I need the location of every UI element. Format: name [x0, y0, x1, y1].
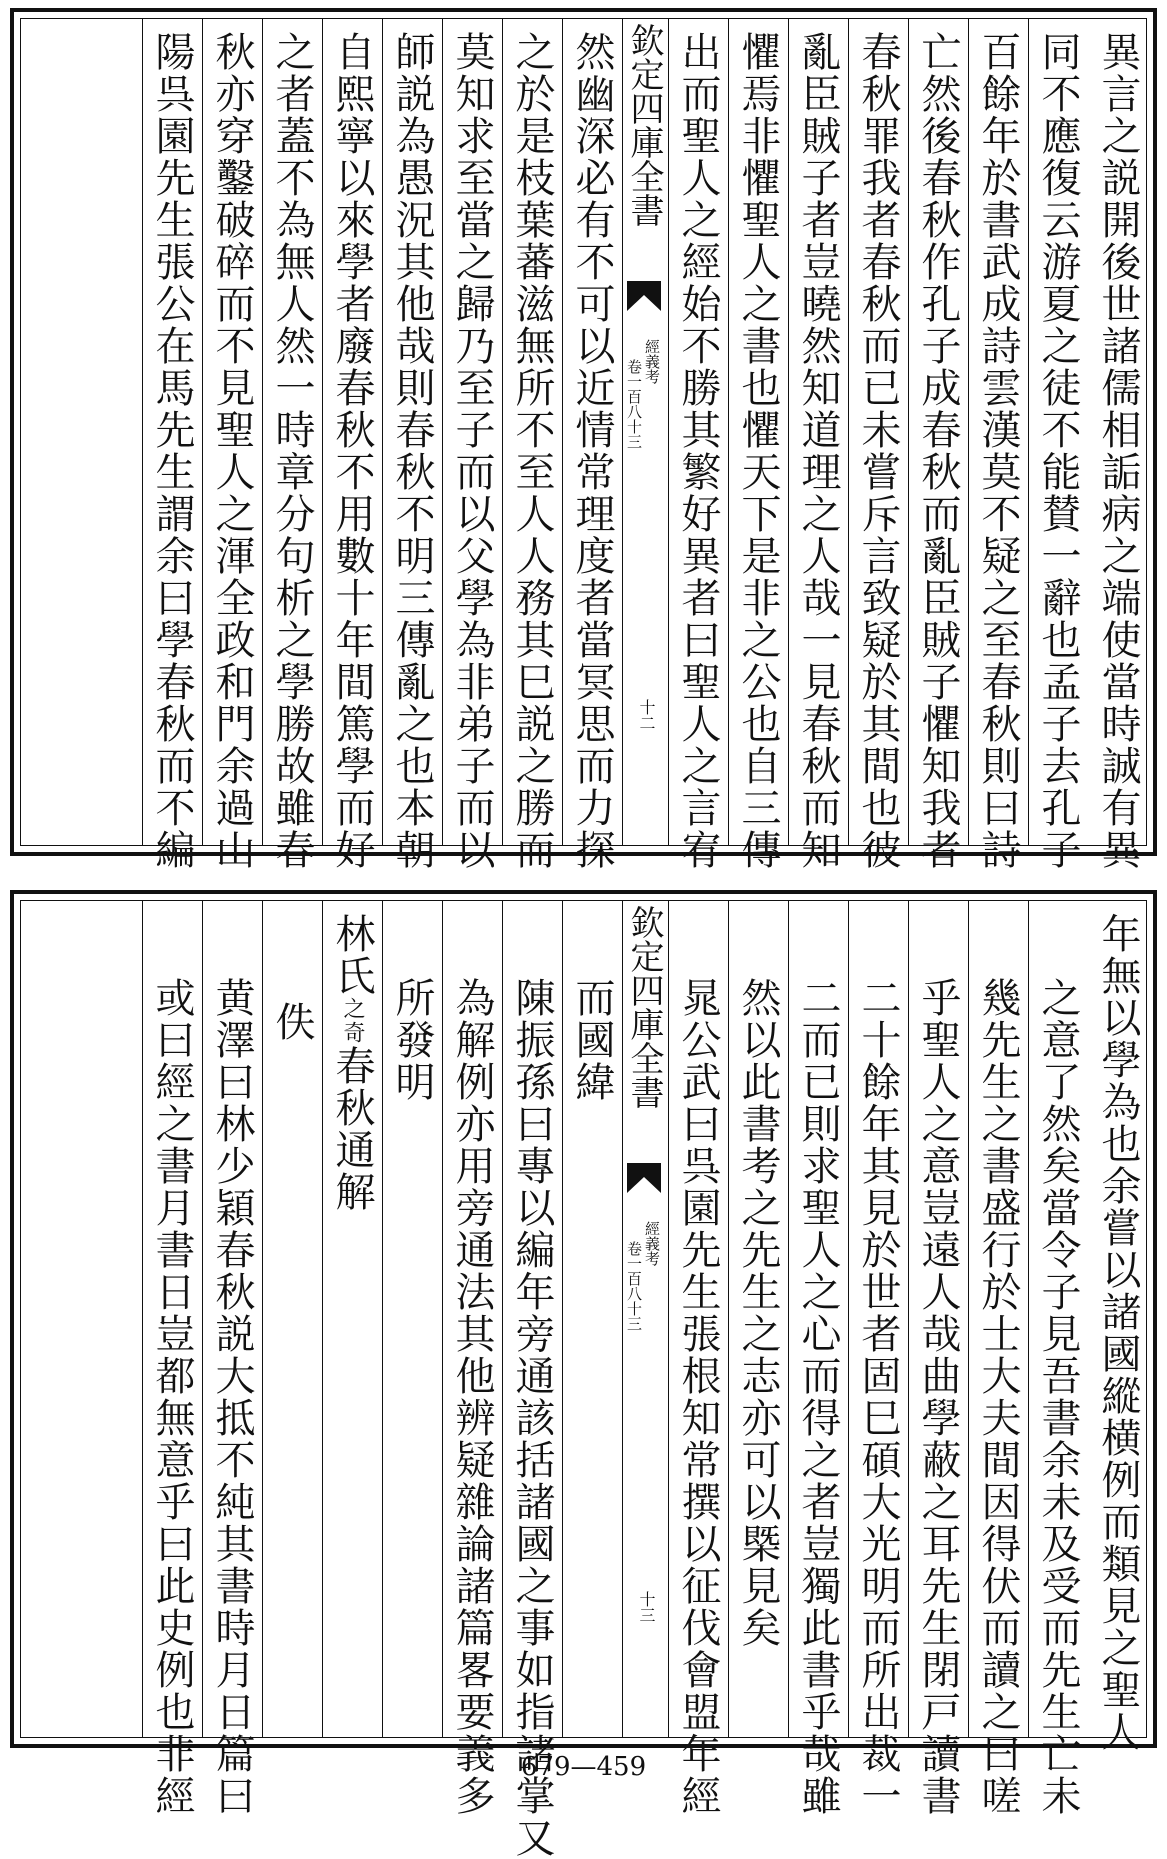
text-column: [382, 19, 442, 871]
text-column: [788, 901, 848, 1817]
column-text: 晁公武曰呉園先生張根知常撰以征伐會盟年經: [675, 977, 721, 1817]
author-name: 林氏: [329, 913, 375, 997]
text-column: [968, 19, 1028, 871]
center-margin: [622, 19, 665, 845]
column-text: 師説為愚況其他哉則春秋不明三傳亂之也本朝: [389, 31, 435, 871]
text-column: [142, 901, 202, 1817]
column-text: 或曰經之書月書日豈都無意乎曰此史例也非經: [149, 977, 195, 1817]
text-column: [1028, 901, 1088, 1817]
text-column: [322, 19, 382, 871]
book-subtitle: 經義考: [643, 339, 661, 384]
entry-heading-column: [322, 901, 382, 1737]
book-subtitle: 經義考: [643, 1221, 661, 1266]
book-name: 春秋通解: [329, 1045, 375, 1213]
column-text: 然幽深必有不可以近情常理度者當冥思而力探: [569, 31, 615, 871]
text-column: [1088, 19, 1148, 871]
column-text: 出而聖人之經始不勝其繁好異者曰聖人之言宥: [675, 31, 721, 871]
column-text: 二十餘年其見於世者固巳碩大光明而所出裁一: [855, 977, 901, 1817]
fish-tail-mark-icon: [627, 1163, 661, 1193]
column-text: 幾先生之書盛行於士大夫間因得伏而讀之曰嗟: [975, 977, 1021, 1817]
column-text: 佚: [269, 1001, 315, 1043]
text-column: [728, 901, 788, 1737]
text-column: [908, 901, 968, 1817]
text-column: [968, 901, 1028, 1817]
volume-number: 卷一百八十三: [625, 1241, 643, 1331]
column-text: 之者蓋不為無人然一時章分句析之學勝故雖春: [269, 31, 315, 871]
text-column: [442, 19, 502, 871]
book-title: 欽定四庫全書: [624, 905, 664, 1109]
page-number: 十三: [637, 1591, 656, 1623]
book-title: 欽定四庫全書: [624, 23, 664, 227]
text-column: [668, 19, 728, 871]
column-text: 春秋罪我者春秋而已未嘗斥言致疑於其間也彼: [855, 31, 901, 871]
entry-heading: [323, 913, 382, 1213]
column-text: 乎聖人之意豈遠人哉曲學蔽之耳先生閉戸讀書: [915, 977, 961, 1817]
text-column: [382, 901, 442, 1737]
column-text: 同不應復云游夏之徒不能賛一辭也孟子去孔子: [1035, 31, 1081, 871]
center-margin: [622, 901, 665, 1737]
text-column: [502, 901, 562, 1859]
column-text: 然以此書考之先生之志亦可以槩見矣: [735, 977, 781, 1649]
fish-tail-mark-icon: [627, 281, 661, 311]
column-text: 懼焉非懼聖人之書也懼天下是非之公也自三傳: [735, 31, 781, 871]
author-note: 之奇: [340, 997, 365, 1045]
text-column: [502, 19, 562, 871]
volume-number: 卷一百八十三: [625, 359, 643, 449]
column-text: 異言之説開後世諸儒相詬病之端使當時誠有異: [1095, 31, 1141, 871]
column-text: 之意了然矣當令子見吾書余未及受而先生亡未: [1035, 977, 1081, 1817]
column-text: 陳振孫曰專以編年旁通該括諸國之事如指諸掌又: [509, 977, 555, 1859]
column-text: 年無以學為也余嘗以諸國縱横例而類見之聖人: [1095, 913, 1141, 1753]
column-text: 百餘年於書武成詩雲漢莫不疑之至春秋則曰詩: [975, 31, 1021, 871]
text-column: [908, 19, 968, 871]
column-text: 亂臣賊子者豈曉然知道理之人哉一見春秋而知: [795, 31, 841, 871]
column-text: 二而已則求聖人之心而得之者豈獨此書乎哉雖: [795, 977, 841, 1817]
text-column: [202, 19, 262, 871]
column-text: 秋亦穿鑿破碎而不見聖人之渾全政和門余過山: [209, 31, 255, 871]
text-column: [668, 901, 728, 1817]
text-column: [562, 901, 622, 1737]
column-text: 而國緯: [569, 977, 615, 1103]
text-column: [728, 19, 788, 871]
text-column: [848, 19, 908, 871]
text-column: [562, 19, 622, 871]
column-text: 黄澤曰林少穎春秋説大抵不純其書時月日篇曰: [209, 977, 255, 1817]
text-column: [142, 19, 202, 871]
column-text: 所發明: [389, 977, 435, 1103]
column-text: 亡然後春秋作孔子成春秋而亂臣賊子懼知我者: [915, 31, 961, 871]
text-frame: [20, 18, 1147, 871]
text-column: [848, 901, 908, 1817]
text-column: [262, 901, 322, 1737]
page-number: 十二: [637, 699, 656, 731]
page-upper: [10, 8, 1157, 871]
text-column: [202, 901, 262, 1817]
text-column: [442, 901, 502, 1817]
archive-page-number: 679—459: [520, 1752, 647, 1782]
column-text: 陽呉園先生張公在馬先生謂余曰學春秋而不編: [149, 31, 195, 871]
text-column: [1088, 901, 1148, 1753]
column-text: 自熙寧以來學者廢春秋不用數十年間篤學而好: [329, 31, 375, 871]
column-text: 之於是枝葉蕃滋無所不至人人務其巳説之勝而: [509, 31, 555, 871]
text-column: [788, 19, 848, 871]
column-text: 莫知求至當之歸乃至子而以父學為非弟子而以: [449, 31, 495, 871]
column-text: 為解例亦用旁通法其他辨疑雜論諸篇畧要義多: [449, 977, 495, 1817]
text-column: [1028, 19, 1088, 871]
text-column: [262, 19, 322, 871]
